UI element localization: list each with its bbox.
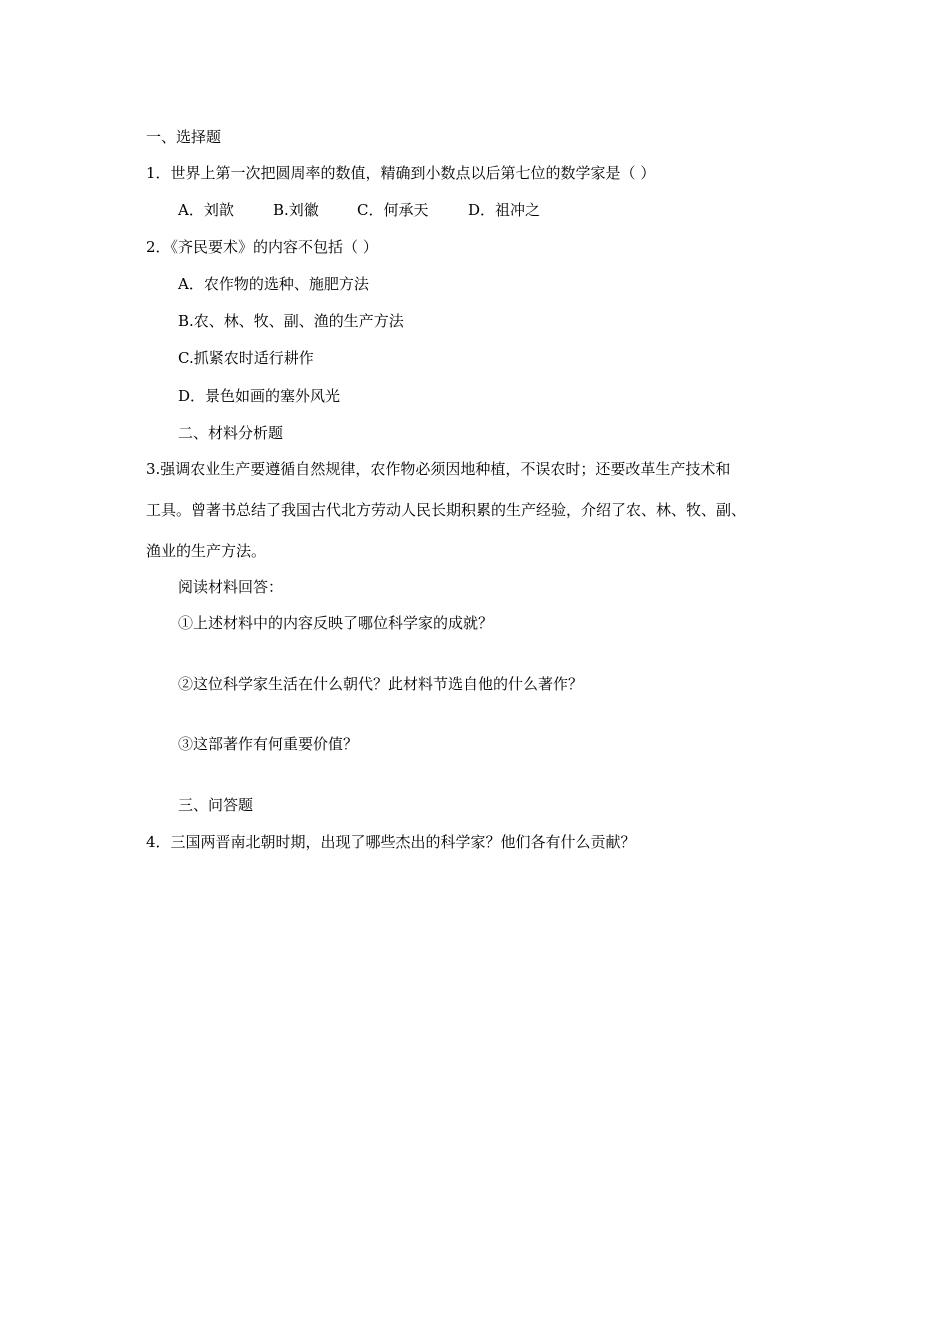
section-heading-material: 二、材料分析题 <box>178 424 284 442</box>
question-2-stem: 2．《齐民要术》的内容不包括（ ） <box>146 238 378 256</box>
question-1-option-c: C．何承天 <box>357 201 429 219</box>
question-3-sub-2: ②这位科学家生活在什么朝代？此材料节选自他的什么著作？ <box>178 675 584 693</box>
question-3-sub-3: ③这部著作有何重要价值？ <box>178 735 359 753</box>
question-2-option-c: C.抓紧农时适行耕作 <box>178 349 314 367</box>
question-2-option-b: B.农、林、牧、副、渔的生产方法 <box>178 312 404 330</box>
material-line-1: 3.强调农业生产要遵循自然规律，农作物必须因地种植，不误农时；还要改革生产技术和 <box>146 460 731 478</box>
material-line-3: 渔业的生产方法。 <box>146 542 267 560</box>
question-1-option-b: B.刘徽 <box>273 201 319 219</box>
question-1-option-d: D．祖冲之 <box>468 201 541 219</box>
question-1-stem: 1．世界上第一次把圆周率的数值，精确到小数点以后第七位的数学家是（ ） <box>146 164 656 182</box>
question-3-prompt: 阅读材料回答： <box>178 578 284 596</box>
question-3-sub-1: ①上述材料中的内容反映了哪位科学家的成就？ <box>178 614 494 632</box>
section-heading-qa: 三、问答题 <box>178 796 254 814</box>
question-2-option-d: D．景色如画的塞外风光 <box>178 387 341 405</box>
question-1-option-a: A．刘歆 <box>178 201 234 219</box>
question-4-stem: 4．三国两晋南北朝时期，出现了哪些杰出的科学家？他们各有什么贡献？ <box>146 833 636 851</box>
question-2-option-a: A．农作物的选种、施肥方法 <box>178 275 369 293</box>
material-line-2: 工具。曾著书总结了我国古代北方劳动人民长期积累的生产经验，介绍了农、林、牧、副、 <box>146 501 747 519</box>
section-heading-choice: 一、选择题 <box>146 128 222 146</box>
